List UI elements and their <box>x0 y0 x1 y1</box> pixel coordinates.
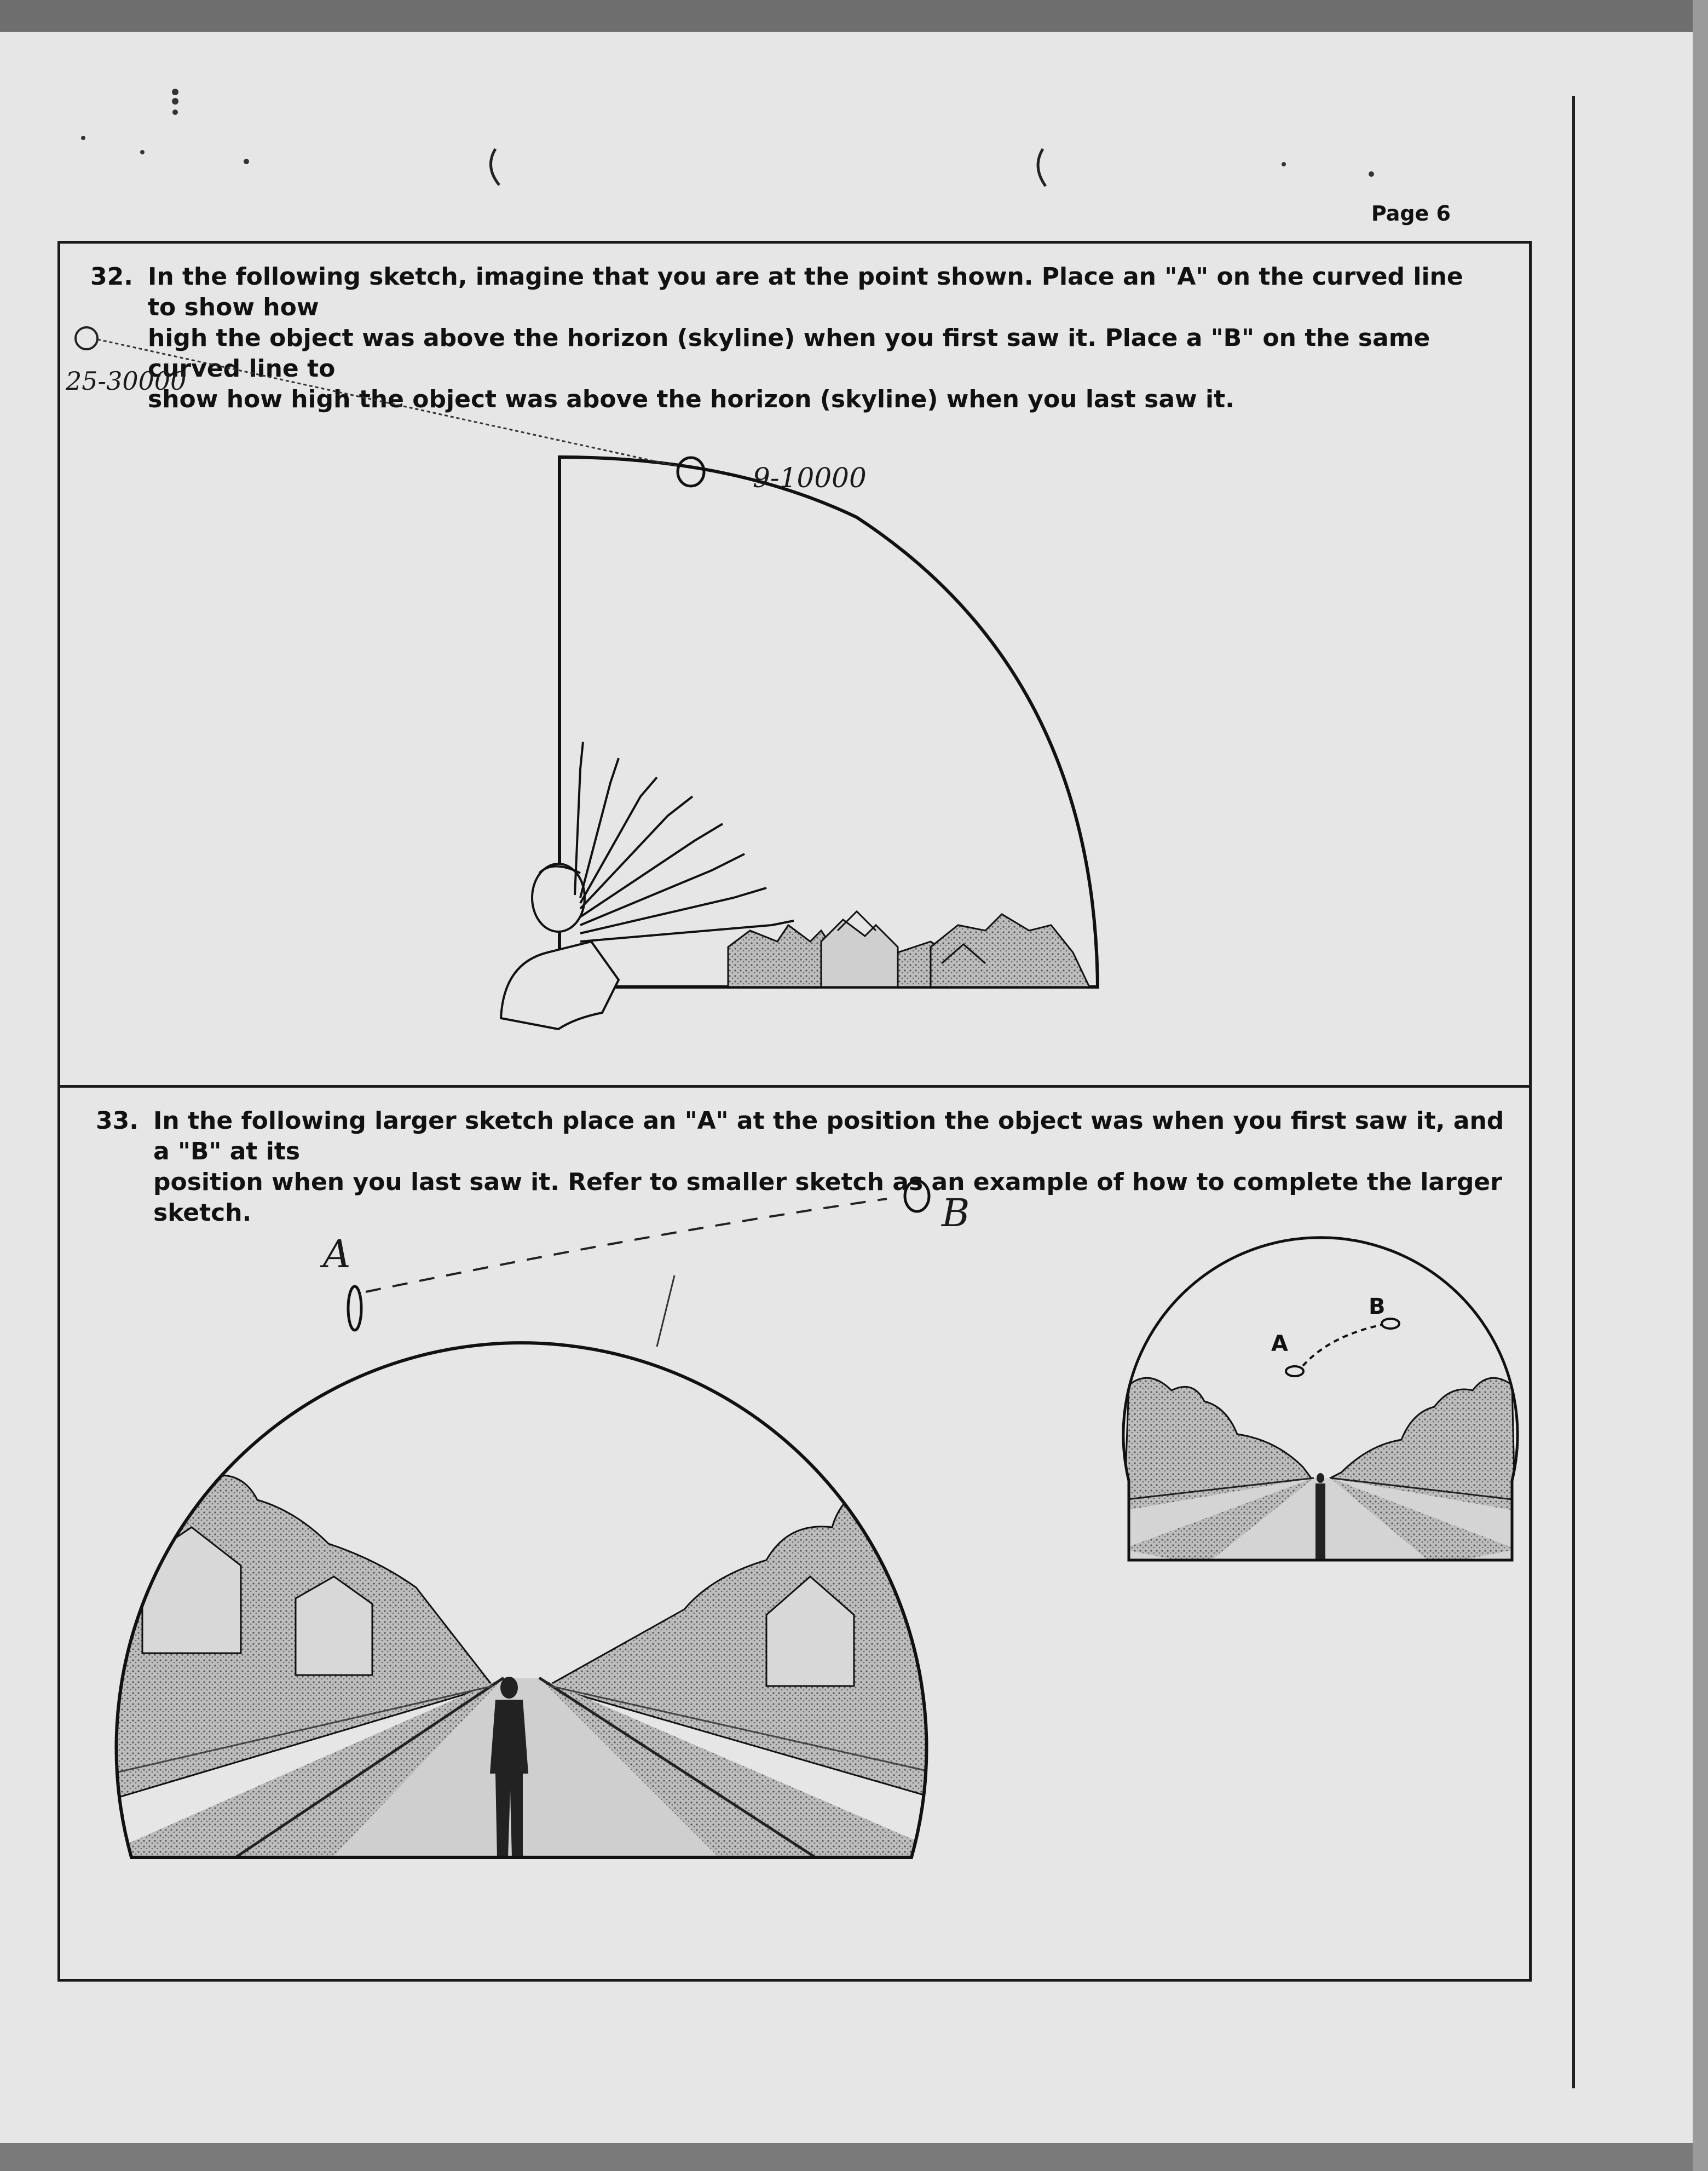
question-line: In the following larger sketch place an "A" at the position the object was when you first saw it, and a "B" at its <box>153 1107 1504 1165</box>
q33-example-sketch <box>1122 1238 1517 1566</box>
sky-arc <box>559 457 1098 987</box>
question-line: position when you last saw it. Refer to smaller sketch as an example of how to complete the larger sketch. <box>153 1168 1502 1227</box>
handwritten-circle-last <box>678 458 704 486</box>
handwritten-circle-first <box>76 327 97 349</box>
question-line: show how high the object was above the horizon (skyline) when you last saw it. <box>148 385 1234 413</box>
question-number: 33. <box>96 1107 139 1135</box>
q33-large-dome-sketch <box>88 1181 970 1861</box>
handwritten-mark-b <box>905 1181 929 1211</box>
handwritten-label-b: B <box>942 1191 970 1235</box>
question-line: In the following sketch, imagine that you are at the point shown. Place an "A" on the curved line to show how <box>148 263 1463 321</box>
scan-marks <box>81 89 1374 186</box>
q32-quarter-sky-diagram <box>65 327 1098 1029</box>
handwritten-dashed-line <box>97 339 679 466</box>
example-label-a: A <box>1271 1331 1288 1356</box>
small-standing-man-icon <box>1315 1473 1325 1560</box>
handwritten-dashed-path <box>366 1199 887 1292</box>
page-number: Page 6 <box>1371 201 1451 226</box>
question-number: 32. <box>90 263 133 291</box>
handwritten-first-value: 25-30000 <box>66 366 187 396</box>
handwritten-last-value: 9-10000 <box>753 462 867 494</box>
handwritten-mark-a <box>348 1286 361 1330</box>
example-label-b: B <box>1369 1294 1386 1319</box>
handwritten-label-a: A <box>323 1232 351 1277</box>
question-line: high the object was above the horizon (skyline) when you first saw it. Place a "B" on the same curved line to <box>148 324 1430 383</box>
